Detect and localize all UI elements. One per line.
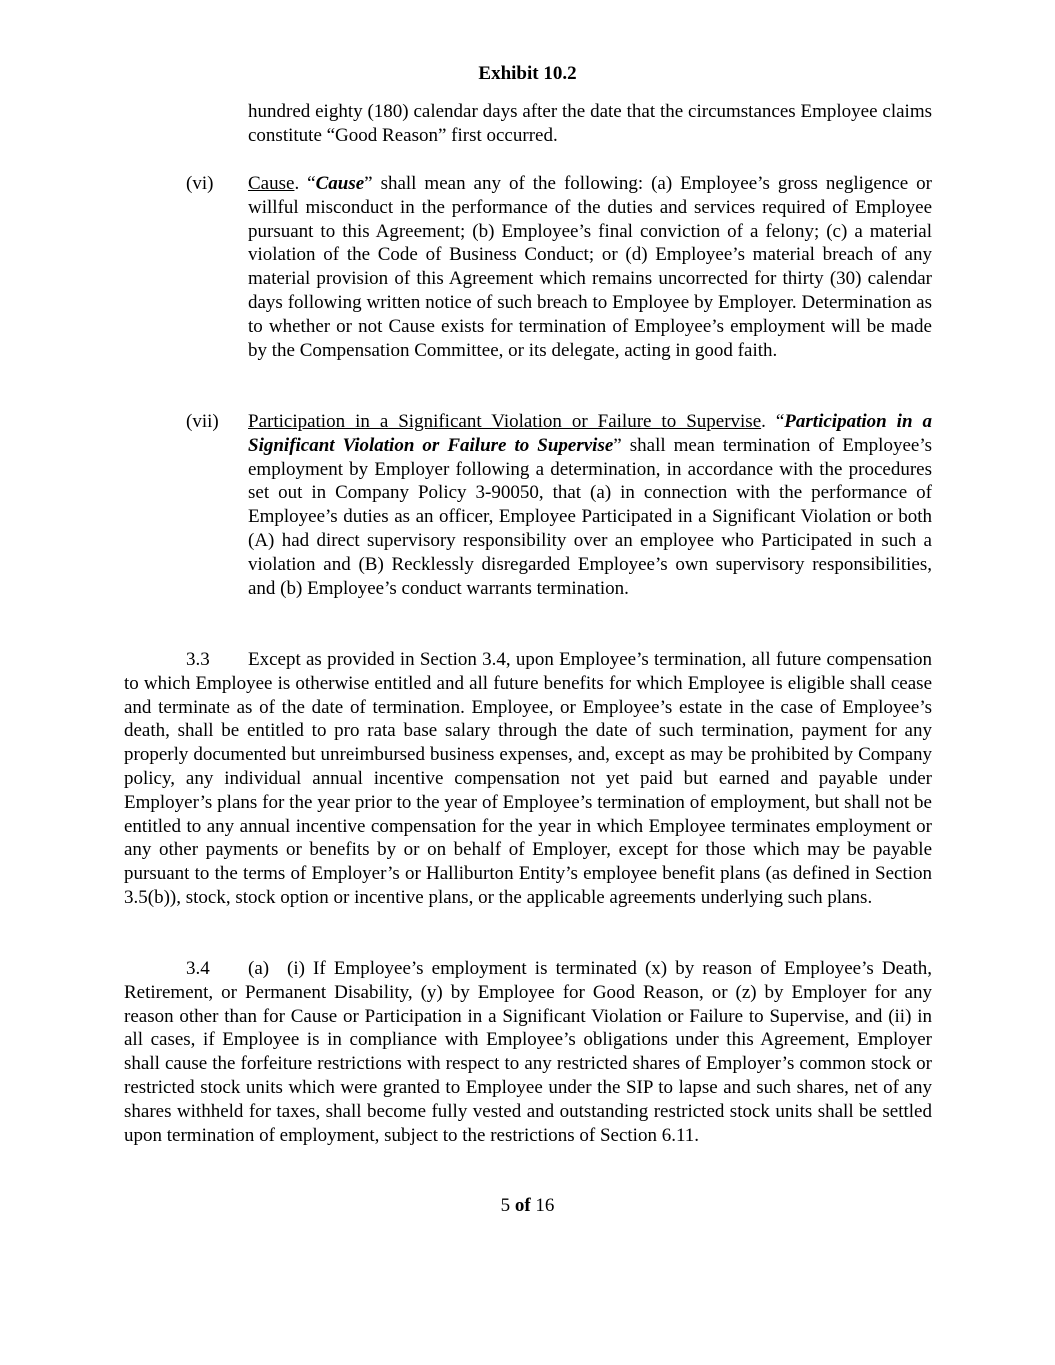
- section-text: (i) If Employee’s employment is terminated (x) by reason of Employee’s Death, Retirement, or Permanent Disability, (y) by Employee for Good Reason, or (z) by Employer for any reason other than for Cause or Participation in a Significant Violation or Failure to Supervise, and (ii) in all cases, if Employee is in compliance with Employee’s obligations under this Agreement, Employer shall cause the forfeiture restrictions with respect to any restricted shares of Employer’s common stock or restricted stock units which were granted to Employee under the SIP to lapse and such shares, net of any shares withheld for taxes, shall become fully vested and outstanding restricted stock units shall be settled upon termination of employment, subject to the restrictions of Section 6.11.: [124, 958, 932, 1146]
- heading-separator: . “: [294, 173, 316, 194]
- definition-heading: Cause: [248, 173, 295, 194]
- current-page: 5: [500, 1195, 511, 1216]
- definition-body: [248, 172, 932, 362]
- section-text: Except as provided in Section 3.4, upon Employee’s termination, all future compensation to which Employee is otherwise entitled and all future benefits for which Employee is eligible shall cease and terminate as of the date of termination. Employee, or Employee’s estate in the case of Employee’s death, shall be entitled to pro rata base salary through the date of such termination, payment for any properly documented but unreimbursed business expenses, and, except as may be prohibited by Company policy, any individual annual incentive compensation not yet paid but earned and payable under Employer’s plans for the year prior to the year of Employee’s termination of employment, but shall not be entitled to any annual incentive compensation for the year in which Employee terminates employment or any other payments or benefits by or on behalf of Employer, except for those which may be payable pursuant to the terms of Employer’s or Halliburton Entity’s employee benefit plans (as defined in Section 3.5(b)), stock, stock option or incentive plans, or the applicable agreements underlying such plans.: [124, 649, 932, 908]
- total-pages: 16: [535, 1195, 555, 1216]
- defined-term: Participation in a Significant Violation or Failure to Supervise: [248, 411, 932, 456]
- exhibit-header: Exhibit 10.2: [478, 63, 577, 84]
- item-number: (vi): [186, 173, 214, 194]
- definition-text: ” shall mean any of the following: (a) Employee’s gross negligence or willful misconduct in the performance of the duties and services required of Employee pursuant to this Agreement; (b) Employee’s final conviction of a felony; (c) a material violation of the Code of Business Conduct; or (d) Employee’s material breach of any material provision of this Agreement which remains uncorrected for thirty (30) calendar days following written notice of such breach to Employee by Employer. Determination as to whether or not Cause exists for termination of Employee’s employment will be made by the Compensation Committee, or its delegate, acting in good faith.: [248, 173, 932, 361]
- subsection-label: (a): [248, 958, 270, 979]
- definition-body: [248, 410, 932, 600]
- heading-separator: . “: [761, 411, 785, 432]
- continuation-paragraph: hundred eighty (180) calendar days after the date that the circumstances Employee claims constitute “Good Reason” first occurred.: [248, 101, 932, 146]
- section-number: 3.4: [186, 958, 210, 979]
- section-3-3: [124, 648, 932, 910]
- of-label: of: [514, 1195, 531, 1216]
- section-number: 3.3: [186, 649, 210, 670]
- defined-term: Cause: [315, 173, 365, 194]
- definition-text: ” shall mean termination of Employee’s employment by Employer following a determination, in accordance with the procedures set out in Company Policy 3-90050, that (a) in connection with the performance of Employee’s duties as an officer, Employee Participated in a Significant Violation or both (A) had direct supervisory responsibility over an employee who Participated in such a violation and (B) Recklessly disregarded Employee’s own supervisory responsibilities, and (b) Employee’s conduct warrants termination.: [248, 434, 932, 599]
- section-3-4: [124, 957, 932, 1147]
- page-number: [0, 1194, 1055, 1218]
- item-number: (vii): [186, 411, 219, 432]
- definition-heading: Participation in a Significant Violation or Failure to Supervise: [248, 411, 762, 432]
